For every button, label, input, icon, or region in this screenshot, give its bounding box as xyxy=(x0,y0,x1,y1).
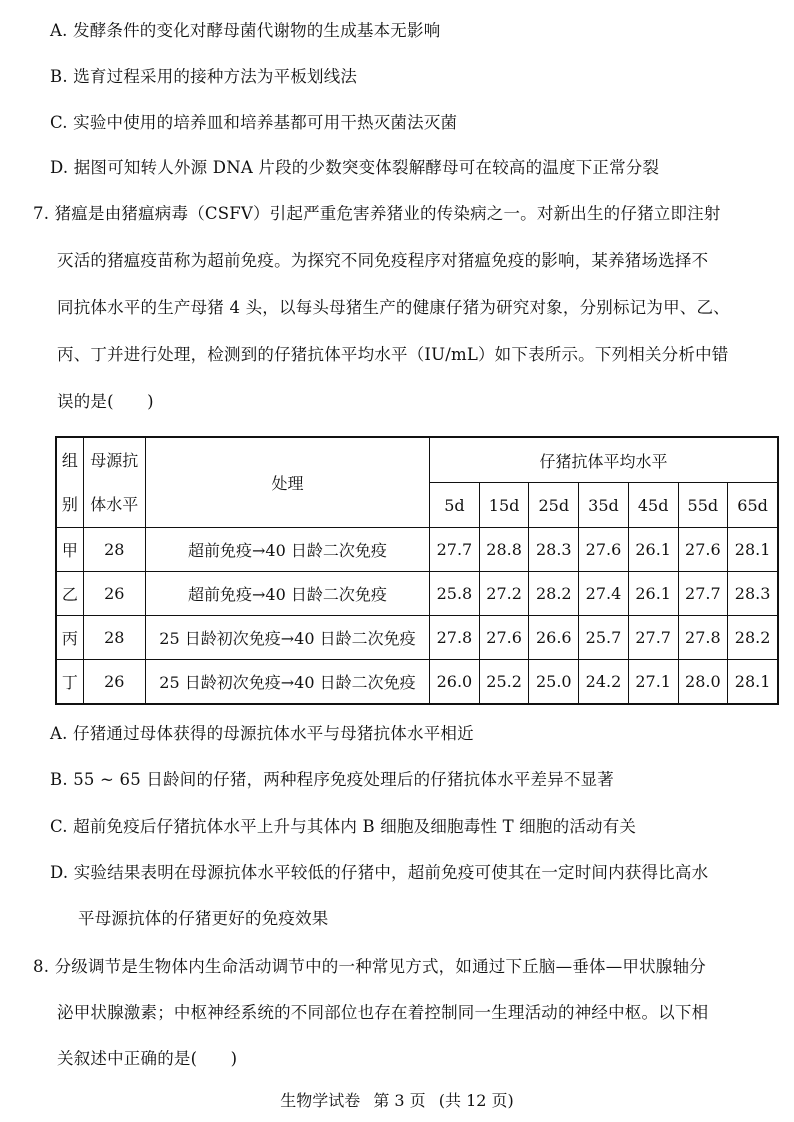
cell-value: 28.3 xyxy=(529,528,579,572)
q7-stem-line-2: 灭活的猪瘟疫苗称为超前免疫。为探究不同免疫程序对猪瘟免疫的影响，某养猪场选择不 xyxy=(57,251,709,270)
antibody-table xyxy=(55,436,779,705)
q7-option-d: D. 实验结果表明在母源抗体水平较低的仔猪中，超前免疫可使其在一定时间内获得比高水 xyxy=(50,863,709,882)
table-row xyxy=(56,660,778,705)
header-day: 65d xyxy=(728,483,778,528)
table-row xyxy=(56,616,778,660)
cell-value: 27.7 xyxy=(678,572,728,616)
cell-treatment: 超前免疫→40 日龄二次免疫 xyxy=(145,572,429,616)
cell-value: 27.2 xyxy=(479,572,529,616)
cell-value: 28.1 xyxy=(728,660,778,705)
cell-treatment: 25 日龄初次免疫→40 日龄二次免疫 xyxy=(145,660,429,705)
cell-value: 27.1 xyxy=(628,660,678,705)
header-day: 15d xyxy=(479,483,529,528)
q6-option-c: C. 实验中使用的培养皿和培养基都可用干热灭菌法灭菌 xyxy=(50,113,458,132)
q6-option-b: B. 选育过程采用的接种方法为平板划线法 xyxy=(50,67,358,86)
q7-option-a: A. 仔猪通过母体获得的母源抗体水平与母猪抗体水平相近 xyxy=(50,724,474,743)
q7-option-b: B. 55 ~ 65 日龄间的仔猪，两种程序免疫处理后的仔猪抗体水平差异不显著 xyxy=(50,770,614,789)
cell-treatment: 25 日龄初次免疫→40 日龄二次免疫 xyxy=(145,616,429,660)
header-day: 35d xyxy=(579,483,629,528)
cell-value: 25.0 xyxy=(529,660,579,705)
footer-subject: 生物学试卷 xyxy=(280,1091,361,1110)
q7-stem-line-4: 丙、丁并进行处理，检测到的仔猪抗体平均水平（IU/mL）如下表所示。下列相关分析中错 xyxy=(57,345,729,364)
cell-value: 24.2 xyxy=(579,660,629,705)
page-footer xyxy=(0,1088,794,1111)
q8-stem-line-3: 关叙述中正确的是( ) xyxy=(57,1049,238,1068)
header-day: 55d xyxy=(678,483,728,528)
header-group-bottom: 别 xyxy=(61,494,78,514)
table-row xyxy=(56,572,778,616)
cell-value: 27.6 xyxy=(678,528,728,572)
cell-maternal: 26 xyxy=(83,660,145,705)
q6-option-a: A. 发酵条件的变化对酵母菌代谢物的生成基本无影响 xyxy=(50,21,441,40)
header-maternal xyxy=(83,437,145,528)
footer-total: (共 12 页) xyxy=(438,1091,514,1110)
cell-value: 26.0 xyxy=(430,660,480,705)
cell-value: 27.4 xyxy=(579,572,629,616)
cell-value: 28.1 xyxy=(728,528,778,572)
cell-value: 28.2 xyxy=(728,616,778,660)
cell-value: 26.1 xyxy=(628,528,678,572)
q7-stem-line-1: 7. 猪瘟是由猪瘟病毒（CSFV）引起严重危害养猪业的传染病之一。对新出生的仔猪立即注射 xyxy=(33,204,721,223)
header-antibody-level: 仔猪抗体平均水平 xyxy=(430,437,778,483)
cell-value: 26.6 xyxy=(529,616,579,660)
header-maternal-top: 母源抗 xyxy=(90,450,139,470)
header-maternal-bottom: 体水平 xyxy=(90,494,139,514)
q7-option-c: C. 超前免疫后仔猪抗体水平上升与其体内 B 细胞及细胞毒性 T 细胞的活动有关 xyxy=(50,817,637,836)
footer-page: 第 3 页 xyxy=(373,1091,426,1110)
q7-stem-line-3: 同抗体水平的生产母猪 4 头，以每头母猪生产的健康仔猪为研究对象，分别标记为甲、乙、 xyxy=(57,298,730,317)
q8-stem-line-2: 泌甲状腺激素；中枢神经系统的不同部位也存在着控制同一生理活动的神经中枢。以下相 xyxy=(57,1003,709,1022)
cell-treatment: 超前免疫→40 日龄二次免疫 xyxy=(145,528,429,572)
cell-group: 丁 xyxy=(56,660,83,705)
q8-stem-line-1: 8. 分级调节是生物体内生命活动调节中的一种常见方式，如通过下丘脑—垂体—甲状腺轴分 xyxy=(33,957,706,976)
cell-maternal: 28 xyxy=(83,616,145,660)
header-group xyxy=(56,437,83,528)
q6-option-d: D. 据图可知转人外源 DNA 片段的少数突变体裂解酵母可在较高的温度下正常分裂 xyxy=(50,158,660,177)
cell-value: 25.2 xyxy=(479,660,529,705)
cell-value: 27.6 xyxy=(579,528,629,572)
header-day: 5d xyxy=(430,483,480,528)
cell-value: 27.6 xyxy=(479,616,529,660)
cell-maternal: 26 xyxy=(83,572,145,616)
cell-group: 乙 xyxy=(56,572,83,616)
header-treatment: 处理 xyxy=(145,437,429,528)
q7-stem-line-5: 误的是( ) xyxy=(57,392,154,411)
header-day: 45d xyxy=(628,483,678,528)
cell-group: 丙 xyxy=(56,616,83,660)
cell-value: 27.8 xyxy=(430,616,480,660)
cell-value: 27.7 xyxy=(430,528,480,572)
cell-value: 28.0 xyxy=(678,660,728,705)
header-day: 25d xyxy=(529,483,579,528)
cell-value: 27.7 xyxy=(628,616,678,660)
table-row xyxy=(56,528,778,572)
header-group-top: 组 xyxy=(61,450,78,470)
cell-value: 28.2 xyxy=(529,572,579,616)
cell-value: 27.8 xyxy=(678,616,728,660)
cell-value: 25.8 xyxy=(430,572,480,616)
cell-value: 26.1 xyxy=(628,572,678,616)
cell-value: 28.3 xyxy=(728,572,778,616)
q7-option-d-cont: 平母源抗体的仔猪更好的免疫效果 xyxy=(78,909,329,928)
cell-group: 甲 xyxy=(56,528,83,572)
cell-maternal: 28 xyxy=(83,528,145,572)
cell-value: 25.7 xyxy=(579,616,629,660)
cell-value: 28.8 xyxy=(479,528,529,572)
